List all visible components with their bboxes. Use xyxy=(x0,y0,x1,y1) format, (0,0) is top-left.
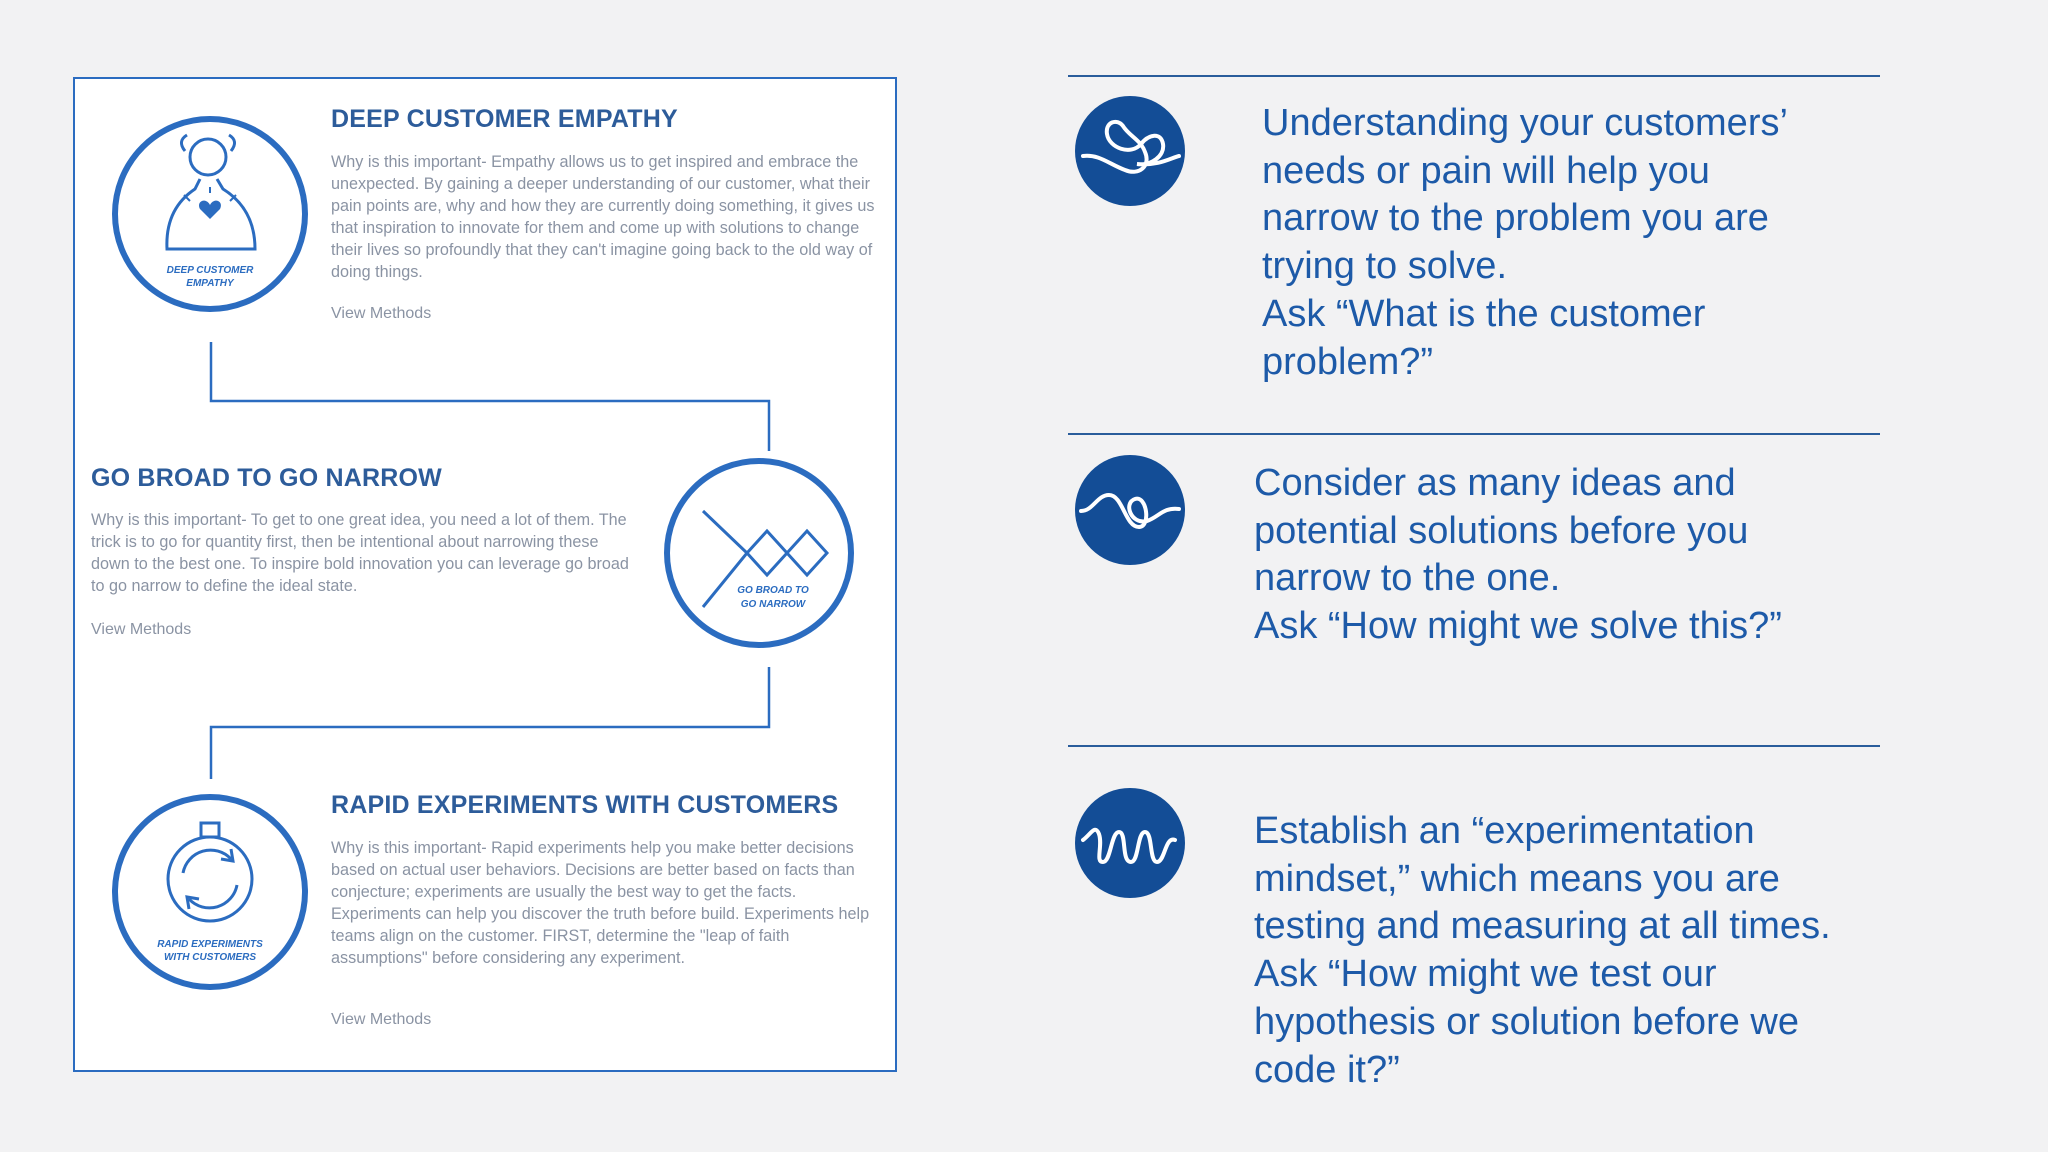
row-empathy-line: trying to solve. xyxy=(1262,245,1507,288)
coil-loop-icon xyxy=(1075,788,1185,898)
view-methods-link-experiments[interactable]: View Methods xyxy=(331,1011,432,1028)
experiments-sketch-icon xyxy=(105,787,315,997)
row-experiments-line: Establish an “experimentation xyxy=(1254,810,1755,852)
row-experiments-line: testing and measuring at all times. xyxy=(1254,905,1831,948)
view-methods-link-broad-narrow[interactable]: View Methods xyxy=(91,621,192,638)
wave-loop-icon xyxy=(1075,455,1185,565)
methods-card xyxy=(73,77,897,1072)
row-broad-narrow-line: potential solutions before you xyxy=(1254,509,1749,552)
row-broad-narrow-line: narrow to the one. xyxy=(1254,557,1561,600)
row-empathy-line: narrow to the problem you are xyxy=(1262,197,1769,240)
section-body-broad-narrow: Why is this important- To get to one great idea, you need a lot of them. The trick is to go for quantity first, then be intentional about narrowing these down to the best one. To inspire bold innovation you can leverage go broad to go narrow to define the ideal state. xyxy=(91,511,629,595)
row-experiments-line: Ask “How might we test our xyxy=(1254,953,1717,996)
row-experiments-line: hypothesis or solution before we xyxy=(1254,1000,1799,1043)
broad-sketch-caption-line1: GO BROAD TO xyxy=(737,585,809,596)
row-broad-narrow-line: Ask “How might we solve this?” xyxy=(1254,605,1782,648)
section-title-broad-narrow: GO BROAD TO GO NARROW xyxy=(91,464,442,492)
section-body-experiments: Why is this important- Rapid experiments help you make better decisions based on actual user behaviors. Decisions are better based on facts than conjecture; experiments are usually the best way to get the facts. Experiments can help you discover the truth before build. Experiments help teams align on the customer. FIRST, determine the "leap of faith assumptions" before considering any experiment. xyxy=(331,839,870,967)
broad-narrow-sketch-icon xyxy=(655,457,865,657)
divider-middle xyxy=(1068,433,1880,435)
row-broad-narrow-line: Consider as many ideas and xyxy=(1254,462,1736,504)
row-broad-narrow-text xyxy=(1254,460,1894,651)
divider-top xyxy=(1068,75,1880,77)
row-experiments-text xyxy=(1254,808,1894,1094)
row-empathy-line: problem?” xyxy=(1262,340,1434,383)
heart-loop-icon xyxy=(1075,96,1185,206)
broad-sketch-caption-line2: GO NARROW xyxy=(740,599,806,610)
section-body-empathy: Why is this important- Empathy allows us to get inspired and embrace the unexpected. By gaining a deeper understanding of our customer, what their pain points are, why and how they are currently doing something, it gives us that inspiration to innovate for them and come up with solutions to change their lives so profoundly that they can't imagine going back to the old way of doing things. xyxy=(331,153,875,281)
row-empathy-line: Understanding your customers’ xyxy=(1262,102,1788,144)
row-empathy-line: needs or pain will help you xyxy=(1262,149,1710,192)
view-methods-link-empathy[interactable]: View Methods xyxy=(331,305,432,322)
empathy-sketch-caption-line2: EMPATHY xyxy=(186,278,234,289)
divider-bottom xyxy=(1068,745,1880,747)
row-empathy-text xyxy=(1262,100,1902,386)
experiments-sketch-caption-line1: RAPID EXPERIMENTS xyxy=(157,939,263,950)
experiments-sketch-caption-line2: WITH CUSTOMERS xyxy=(163,952,257,963)
empathy-sketch-caption-line1: DEEP CUSTOMER xyxy=(166,265,254,276)
empathy-sketch-icon xyxy=(105,109,315,319)
row-experiments-line: code it?” xyxy=(1254,1048,1400,1091)
row-empathy-line: Ask “What is the customer xyxy=(1262,292,1706,335)
section-title-empathy: DEEP CUSTOMER EMPATHY xyxy=(331,105,678,133)
section-title-experiments: RAPID EXPERIMENTS WITH CUSTOMERS xyxy=(331,791,839,819)
row-experiments-line: mindset,” which means you are xyxy=(1254,857,1780,900)
